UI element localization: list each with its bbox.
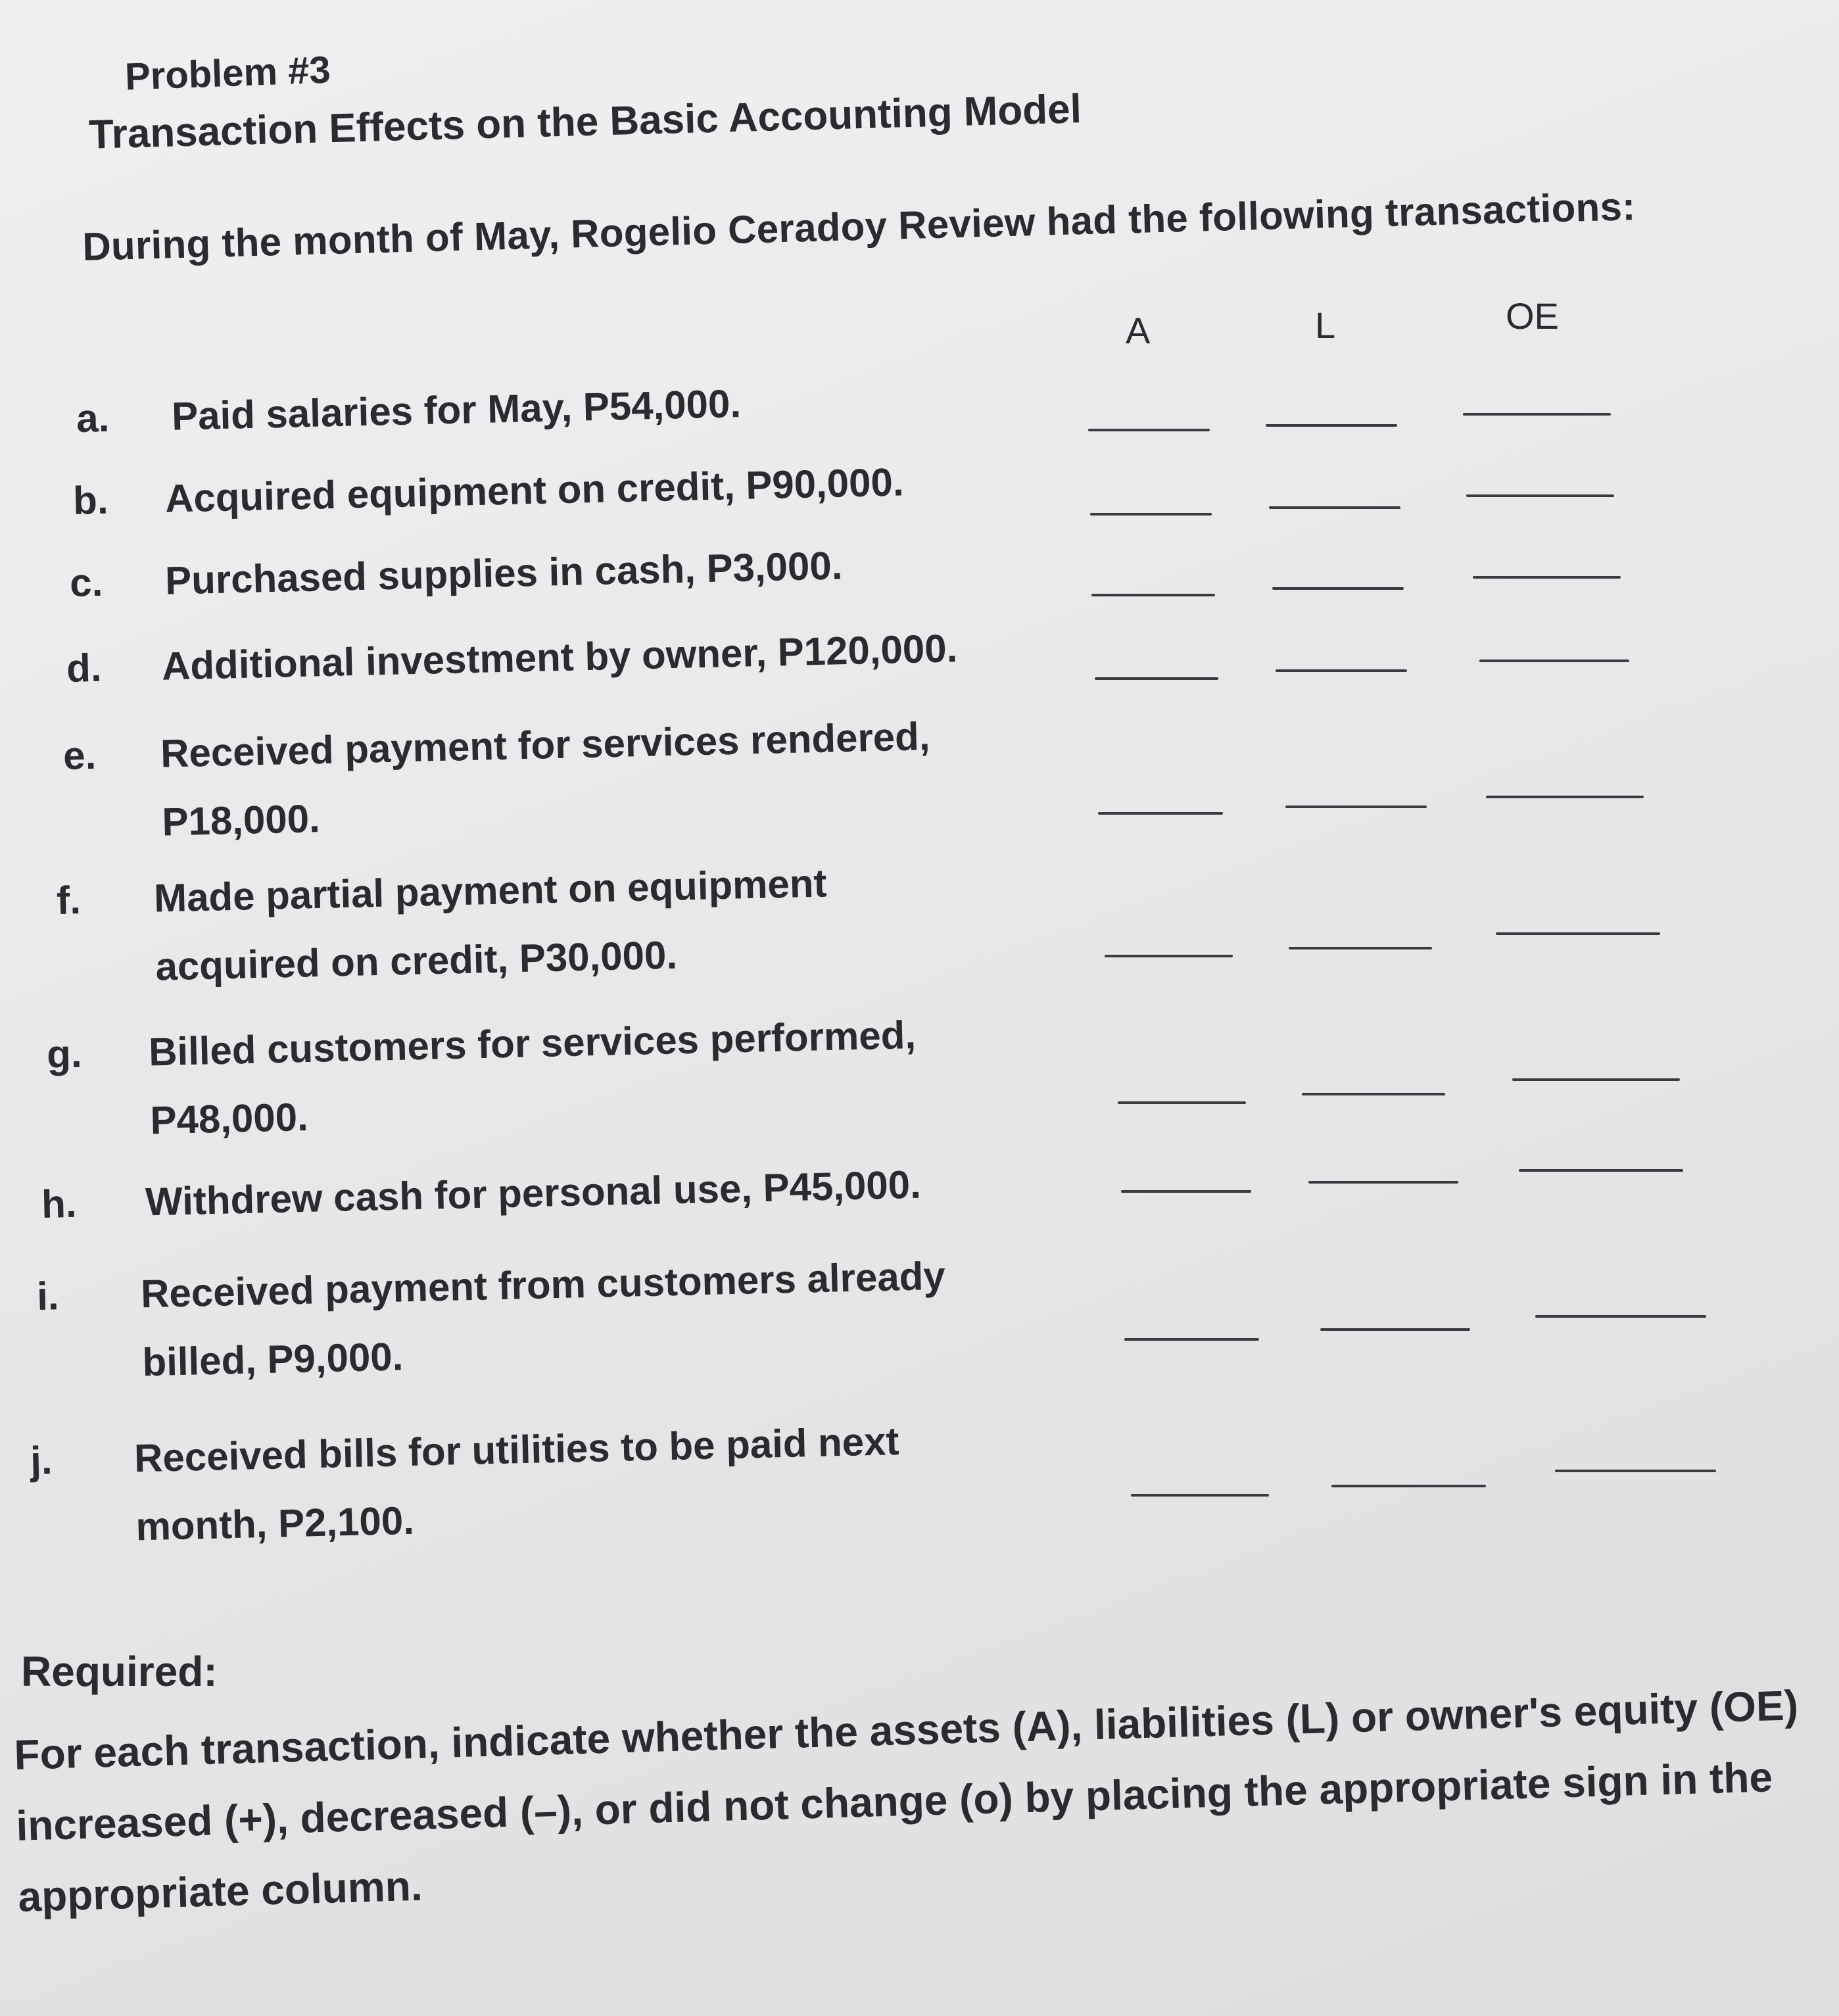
transaction-letter: b. (72, 477, 109, 523)
blank-a-owners-equity[interactable] (1463, 413, 1611, 416)
problem-number: Problem #3 (124, 48, 331, 99)
blank-a-liabilities[interactable] (1266, 424, 1397, 427)
required-instructions: For each transaction, indicate whether the assets (A), liabilities (L) or owner's equity (OE) increased (+), decreased (–), or did not change (o) by placing the appropriate sign in the appropriate column. (13, 1681, 1799, 1921)
blank-c-liabilities[interactable] (1272, 587, 1404, 590)
transaction-letter: d. (66, 645, 103, 690)
blank-h-assets[interactable] (1121, 1190, 1251, 1193)
blank-f-liabilities[interactable] (1289, 947, 1432, 949)
blank-d-owners-equity[interactable] (1479, 660, 1629, 662)
transaction-letter: c. (69, 560, 103, 605)
column-header-liabilities: L (1315, 304, 1336, 346)
required-label: Required: (21, 1648, 218, 1695)
blank-b-liabilities[interactable] (1269, 506, 1400, 509)
blank-c-owners-equity[interactable] (1473, 576, 1621, 579)
transaction-description: Acquired equipment on credit, P90,000. (164, 460, 905, 521)
blank-j-owners-equity[interactable] (1555, 1470, 1716, 1472)
blank-i-liabilities[interactable] (1320, 1328, 1470, 1331)
column-header-assets: A (1126, 310, 1151, 351)
transaction-letter: a. (76, 395, 110, 441)
blank-f-assets[interactable] (1105, 955, 1233, 957)
transaction-description: Billed customers for services performed, P48,000. (148, 1013, 917, 1143)
transaction-letter: j. (30, 1438, 53, 1483)
transaction-description: Received bills for utilities to be paid next month, P2,100. (133, 1419, 900, 1549)
blank-b-owners-equity[interactable] (1466, 494, 1614, 497)
blank-d-assets[interactable] (1095, 677, 1218, 680)
blank-i-owners-equity[interactable] (1535, 1315, 1706, 1318)
transaction-letter: h. (41, 1181, 78, 1226)
transaction-letter: i. (36, 1274, 60, 1318)
transaction-description: Paid salaries for May, P54,000. (171, 381, 742, 439)
transaction-letter: f. (56, 878, 82, 923)
blank-i-assets[interactable] (1124, 1338, 1259, 1341)
blank-j-liabilities[interactable] (1331, 1485, 1486, 1487)
transaction-description: Made partial payment on equipment acquired on credit, P30,000. (153, 861, 828, 989)
transaction-description: Additional investment by owner, P120,000. (161, 626, 958, 688)
transaction-description: Received payment for services rendered, P18,000. (160, 714, 931, 844)
blank-e-assets[interactable] (1098, 812, 1223, 815)
column-header-owners-equity: OE (1506, 295, 1559, 337)
transaction-letter: g. (46, 1031, 83, 1076)
blank-d-liabilities[interactable] (1276, 669, 1407, 672)
blank-h-owners-equity[interactable] (1519, 1169, 1683, 1172)
blank-g-assets[interactable] (1118, 1101, 1246, 1104)
blank-h-liabilities[interactable] (1308, 1181, 1458, 1184)
blank-e-liabilities[interactable] (1285, 805, 1427, 808)
blank-g-liabilities[interactable] (1302, 1093, 1445, 1095)
transaction-letter: e. (62, 732, 97, 778)
intro-text: During the month of May, Rogelio Ceradoy Review had the following transactions: (82, 184, 1636, 269)
blank-g-owners-equity[interactable] (1512, 1078, 1680, 1081)
transaction-description: Received payment from customers already billed, P9,000. (140, 1253, 946, 1385)
blank-j-assets[interactable] (1131, 1494, 1269, 1497)
blank-c-assets[interactable] (1091, 594, 1215, 596)
blank-a-assets[interactable] (1088, 429, 1210, 431)
transaction-description: Purchased supplies in cash, P3,000. (164, 543, 844, 603)
transaction-description: Withdrew cash for personal use, P45,000. (145, 1162, 922, 1224)
blank-e-owners-equity[interactable] (1486, 796, 1644, 798)
blank-b-assets[interactable] (1090, 513, 1212, 516)
blank-f-owners-equity[interactable] (1496, 932, 1660, 935)
problem-title: Transaction Effects on the Basic Accounting Model (88, 86, 1082, 158)
